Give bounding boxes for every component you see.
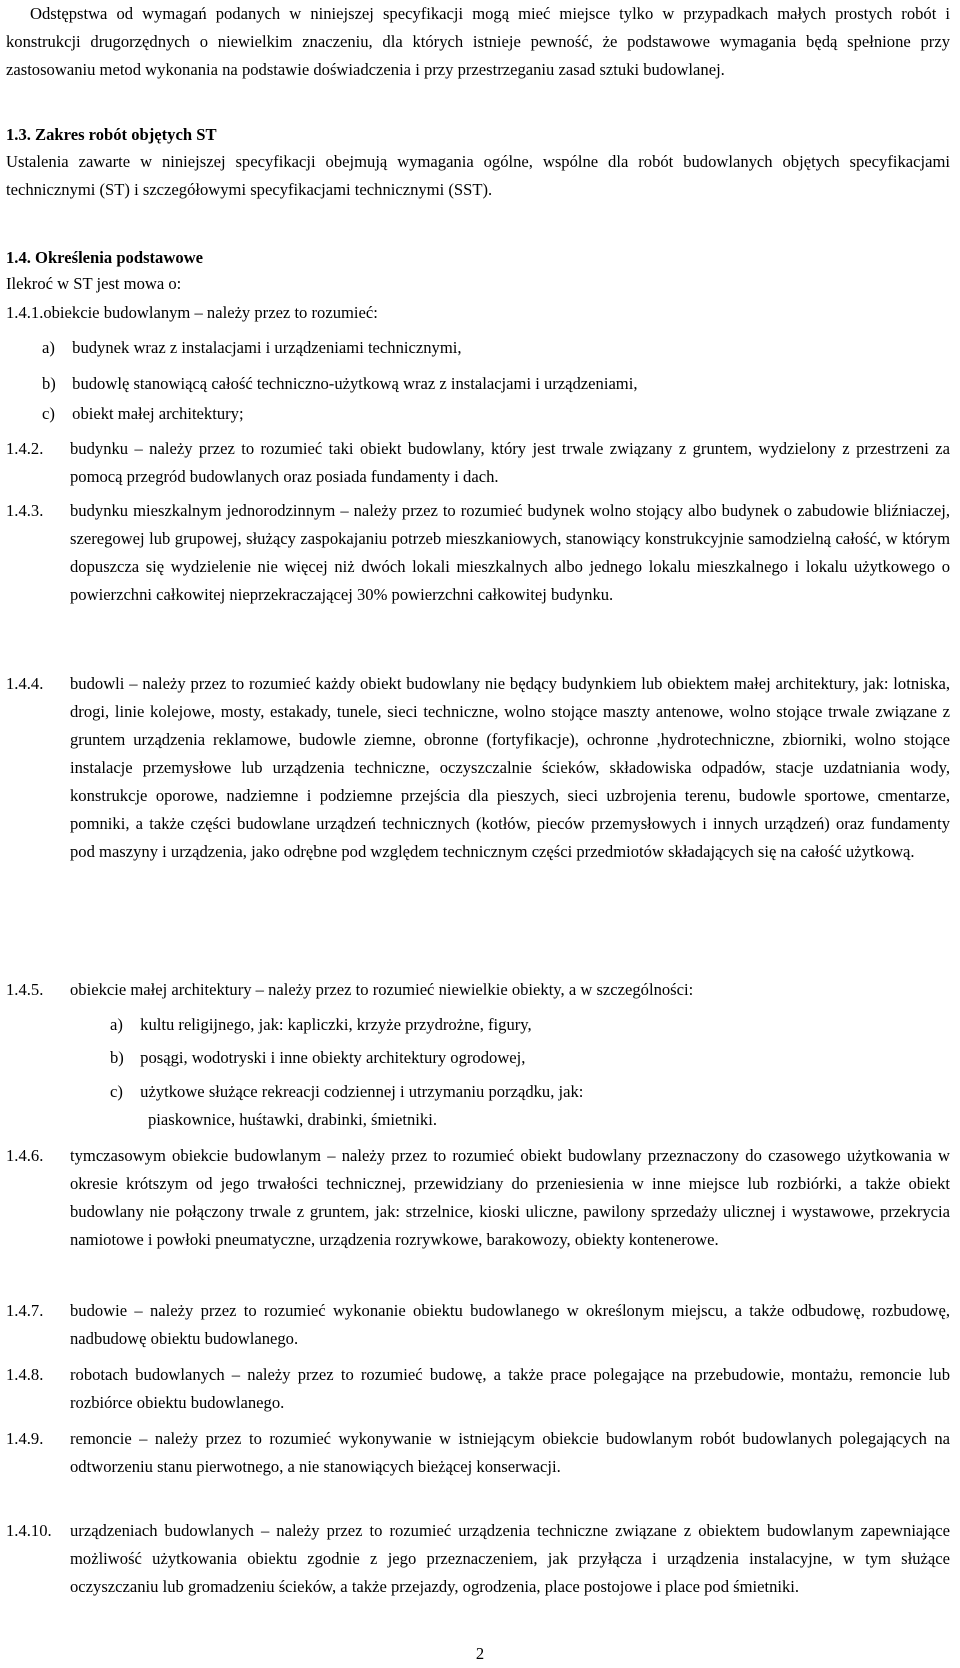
list-item-text: obiekt małej architektury; [72,404,244,423]
definition-text: budynku – należy przez to rozumieć taki obiekt budowlany, który jest trwale związany z gruntem, wydzielony z przestrzeni za pomocą przegród budowlanych oraz posiada fundamenty i dach. [70,439,950,486]
list-marker: a) [42,338,55,357]
definition-1-4-7 [6,1297,950,1353]
definition-1-4-3 [6,497,950,609]
definition-number: 1.4.2. [6,439,44,458]
definition-number: 1.4.4. [6,674,44,693]
definition-number: 1.4.9. [6,1429,44,1448]
section-1-4-lead: Ilekroć w ST jest mowa o: [6,274,182,293]
definition-text: obiekcie małej architektury – należy przez to rozumieć niewielkie obiekty, a w szczególności: [70,980,694,999]
definition-text: budynku mieszkalnym jednorodzinnym – należy przez to rozumieć budynek wolno stojący albo budynek o zabudowie bliźniaczej, szeregowej lub grupowej, służący zaspokajaniu potrzeb mieszkaniowych, stanowiący konstrukcyjnie samodzielną całość, w którym dopuszcza się wydzielenie nie więcej niż dwóch lokali mieszkalnych albo jednego lokalu mieszkalnego i lokalu użytkowego o powierzchni całkowitej nieprzekraczającej 30% powierzchni całkowitej budynku. [70,501,950,604]
list-item-text: użytkowe służące rekreacji codziennej i utrzymaniu porządku, jak: [140,1082,584,1101]
list-item-text: kultu religijnego, jak: kapliczki, krzyże przydrożne, figury, [140,1015,532,1034]
list-marker: c) [42,404,55,423]
section-heading-1-3: 1.3. Zakres robót objętych ST [6,125,217,144]
definition-1-4-8 [6,1361,950,1417]
list-item-continuation: piaskownice, huśtawki, drabinki, śmietniki. [148,1110,437,1129]
definition-1-4-5 [6,976,950,1004]
definition-1-4-4 [6,670,950,866]
definition-number: 1.4.6. [6,1146,44,1165]
definition-text: budowli – należy przez to rozumieć każdy obiekt budowlany nie będący budynkiem lub obiektem małej architektury, jak: lotniska, drogi, linie kolejowe, mosty, estakady, tunele, sieci techniczne, wolno stojące maszty antenowe, wolno stojące trwale związane z gruntem urządzenia reklamowe, budowle ziemne, obronne (fortyfikacje), ochronne ,hydrotechniczne, zbiorniki, wolno stojące instalacje przemysłowe lub urządzenia techniczne, oczyszczalnie ścieków, składowiska odpadów, stacje uzdatniania wody, konstrukcje oporowe, nadziemne i podziemne przejścia dla pieszych, sieci uzbrojenia terenu, budowle sportowe, cmentarze, pomniki, a także części budowlane urządzeń technicznych (kotłów, pieców przemysłowych i innych urządzeń) oraz fundamenty pod maszyny i urządzenia, jako odrębne pod względem technicznym części przedmiotów składających się na całość użytkową. [70,674,950,861]
definition-text: budowie – należy przez to rozumieć wykonanie obiektu budowlanego w określonym miejscu, a także odbudowę, rozbudowę, nadbudowę obiektu budowlanego. [70,1301,950,1348]
intro-paragraph: Odstępstwa od wymagań podanych w niniejszej specyfikacji mogą mieć miejsce tylko w przypadkach małych prostych robót i konstrukcji drugorzędnych o niewielkim znaczeniu, dla których istnieje pewność, że podstawowe wymagania będą spełnione przy zastosowaniu metod wykonania na podstawie doświadczenia i przy przestrzeganiu zasad sztuki budowlanej. [6,4,950,79]
list-item [110,1078,960,1134]
definition-text: robotach budowlanych – należy przez to rozumieć budowę, a także prace polegające na przebudowie, montażu, remoncie lub rozbiórce obiektu budowlanego. [70,1365,950,1412]
definition-number: 1.4.7. [6,1301,44,1320]
list-item [42,334,942,362]
section-heading-1-4: 1.4. Określenia podstawowe [6,248,203,267]
list-item-text: posągi, wodotryski i inne obiekty architektury ogrodowej, [140,1048,526,1067]
definition-number: 1.4.3. [6,501,44,520]
list-item [42,400,942,428]
list-marker: c) [110,1082,123,1101]
definition-1-4-10 [6,1517,950,1601]
definition-1-4-6 [6,1142,950,1254]
definition-number: 1.4.5. [6,980,44,999]
list-marker: a) [110,1015,123,1034]
definition-1-4-1: 1.4.1.obiekcie budowlanym – należy przez to rozumieć: [6,303,378,322]
list-item [110,1011,960,1039]
definition-text: tymczasowym obiekcie budowlanym – należy przez to rozumieć obiekt budowlany przeznaczony do czasowego użytkowania w okresie krótszym od jego trwałości technicznej, przewidziany do przeniesienia w inne miejsce lub rozbiórki, a także obiekt budowlany nie połączony trwale z gruntem, jak: strzelnice, kioski uliczne, pawilony sprzedaży ulicznej i wystawowe, przekrycia namiotowe i powłoki pneumatyczne, urządzenia rozrywkowe, barakowozy, obiekty kontenerowe. [70,1146,950,1249]
page-number: 2 [475,1644,485,1663]
list-item [110,1044,960,1072]
definition-1-4-2 [6,435,950,491]
definition-1-4-9 [6,1425,950,1481]
definition-number: 1.4.10. [6,1521,52,1540]
list-marker: b) [42,374,56,393]
list-item-text: budowlę stanowiącą całość techniczno-użytkową wraz z instalacjami i urządzeniami, [72,374,638,393]
definition-number: 1.4.8. [6,1365,44,1384]
definition-text: urządzeniach budowlanych – należy przez to rozumieć urządzenia techniczne związane z obiektem budowlanym zapewniające możliwość użytkowania obiektu zgodnie z jego przeznaczeniem, jak przyłącza i urządzenia instalacyjne, w tym służące oczyszczaniu lub gromadzeniu ścieków, a także przejazdy, ogrodzenia, place postojowe i place pod śmietniki. [70,1521,950,1596]
definition-text: remoncie – należy przez to rozumieć wykonywanie w istniejącym obiekcie budowlanym robót budowlanych polegających na odtworzeniu stanu pierwotnego, a nie stanowiących bieżącej konserwacji. [70,1429,950,1476]
list-marker: b) [110,1048,124,1067]
list-item [42,370,942,398]
list-item-text: budynek wraz z instalacjami i urządzeniami technicznymi, [72,338,462,357]
section-1-3-body: Ustalenia zawarte w niniejszej specyfikacji obejmują wymagania ogólne, wspólne dla robót budowlanych objętych specyfikacjami technicznymi (ST) i szczegółowymi specyfikacjami technicznymi (SST). [6,152,950,199]
